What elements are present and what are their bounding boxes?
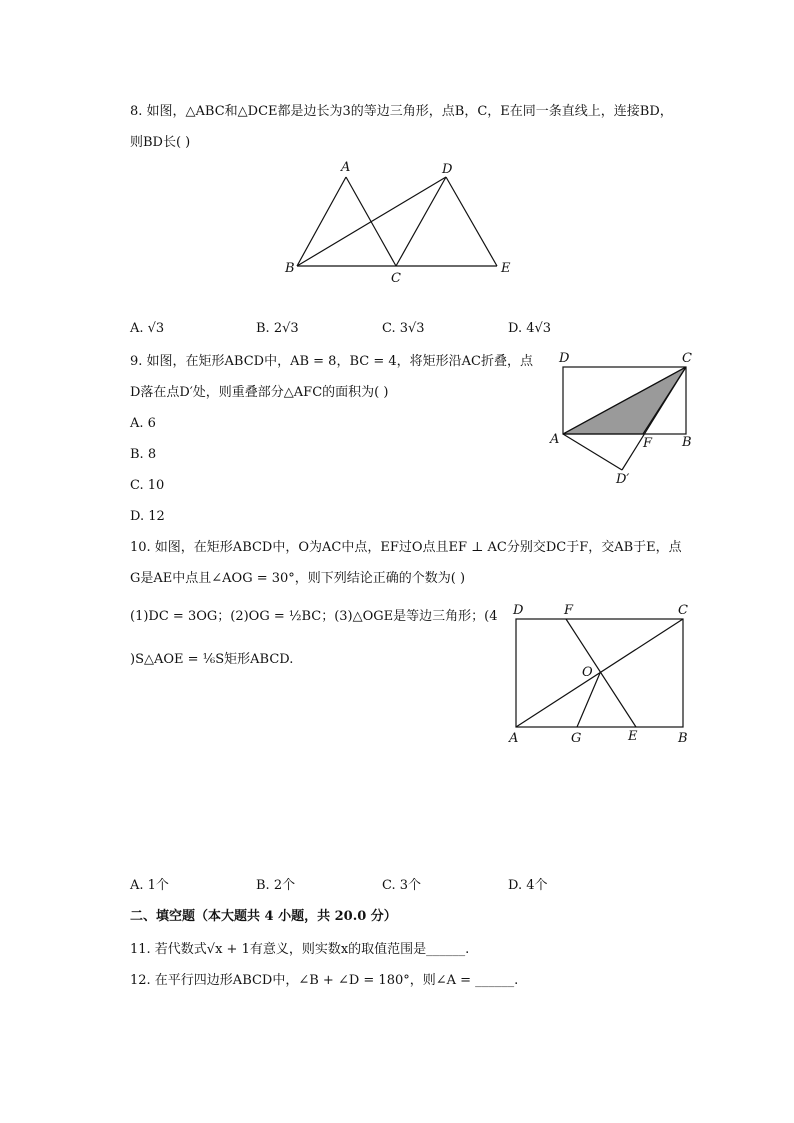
q9-shaded-triangle-AFC <box>563 367 686 434</box>
q10-segment-OG <box>577 673 600 727</box>
q9-option-b[interactable]: B. 8 <box>130 447 157 462</box>
q12-stem: 12. 在平行四边形ABCD中，∠B + ∠D = 180°，则∠A = ______. <box>130 973 519 988</box>
q10-stem-line1: 10. 如图，在矩形ABCD中，O为AC中点，EF过O点且EF ⊥ AC分别交DC于F，交AB于E，点 <box>130 540 682 555</box>
q10-conclusions-line2: )S△AOE = ⅙S矩形ABCD. <box>130 652 294 667</box>
q9-label-D-prime: D′ <box>616 472 630 487</box>
q9-label-F: F <box>643 436 653 451</box>
q10-segment-FE <box>566 619 636 727</box>
q8-label-B: B <box>285 261 295 276</box>
q10-segment-AC <box>516 619 683 727</box>
q10-label-E: E <box>628 729 638 744</box>
q9-label-C: C <box>682 351 692 366</box>
q8-stem-line2: 则BD长( ) <box>130 135 191 150</box>
q10-conclusions-line1: (1)DC = 3OG；(2)OG = ½BC；(3)△OGE是等边三角形；(4 <box>130 609 498 624</box>
q9-label-D: D <box>559 351 570 366</box>
q8-label-A: A <box>341 160 351 175</box>
q10-label-F: F <box>564 603 574 618</box>
q8-option-a[interactable]: A. √3 <box>130 321 165 336</box>
q9-option-a[interactable]: A. 6 <box>130 416 156 431</box>
q9-option-c[interactable]: C. 10 <box>130 478 165 493</box>
q9-segment-AD-prime <box>563 434 622 470</box>
q9-stem-line2: D落在点D′处，则重叠部分△AFC的面积为( ) <box>130 385 389 400</box>
q9-rectangle-ABCD <box>563 367 686 434</box>
q10-label-D: D <box>513 603 524 618</box>
q9-option-d[interactable]: D. 12 <box>130 509 165 524</box>
q10-label-O: O <box>582 665 593 680</box>
q8-segment-BA <box>297 177 346 266</box>
q9-label-A: A <box>550 432 560 447</box>
q11-stem: 11. 若代数式√x + 1有意义，则实数x的取值范围是______. <box>130 942 470 957</box>
q8-label-C: C <box>391 271 401 286</box>
q8-segment-AC <box>346 177 396 266</box>
q10-rectangle-ABCD <box>516 619 683 727</box>
q8-segment-CD <box>396 177 446 266</box>
q9-label-B: B <box>682 435 692 450</box>
q10-label-B: B <box>678 731 688 746</box>
q8-stem-line1: 8. 如图，△ABC和△DCE都是边长为3的等边三角形，点B，C，E在同一条直线上，连接BD， <box>130 104 673 119</box>
q10-option-d[interactable]: D. 4个 <box>508 878 548 893</box>
q8-segment-DE <box>446 177 497 266</box>
q8-label-D: D <box>442 162 453 177</box>
q9-stem-line1: 9. 如图，在矩形ABCD中，AB = 8，BC = 4，将矩形沿AC折叠，点 <box>130 354 533 369</box>
q10-label-A: A <box>509 731 519 746</box>
q10-label-G: G <box>571 731 582 746</box>
q8-option-c[interactable]: C. 3√3 <box>382 321 425 336</box>
q8-label-E: E <box>501 261 511 276</box>
q8-option-d[interactable]: D. 4√3 <box>508 321 552 336</box>
q8-option-b[interactable]: B. 2√3 <box>256 321 299 336</box>
q10-option-b[interactable]: B. 2个 <box>256 878 296 893</box>
q10-option-c[interactable]: C. 3个 <box>382 878 422 893</box>
q9-segment-D-prime-C <box>622 367 686 470</box>
section-heading-fill-in: 二、填空题（本大题共 4 小题，共 20.0 分） <box>130 909 397 924</box>
q10-option-a[interactable]: A. 1个 <box>130 878 169 893</box>
q9-segment-AC <box>563 367 686 434</box>
q10-label-C: C <box>678 603 688 618</box>
q10-stem-line2: G是AE中点且∠AOG = 30°，则下列结论正确的个数为( ) <box>130 571 466 586</box>
q8-segment-BD <box>297 177 446 266</box>
